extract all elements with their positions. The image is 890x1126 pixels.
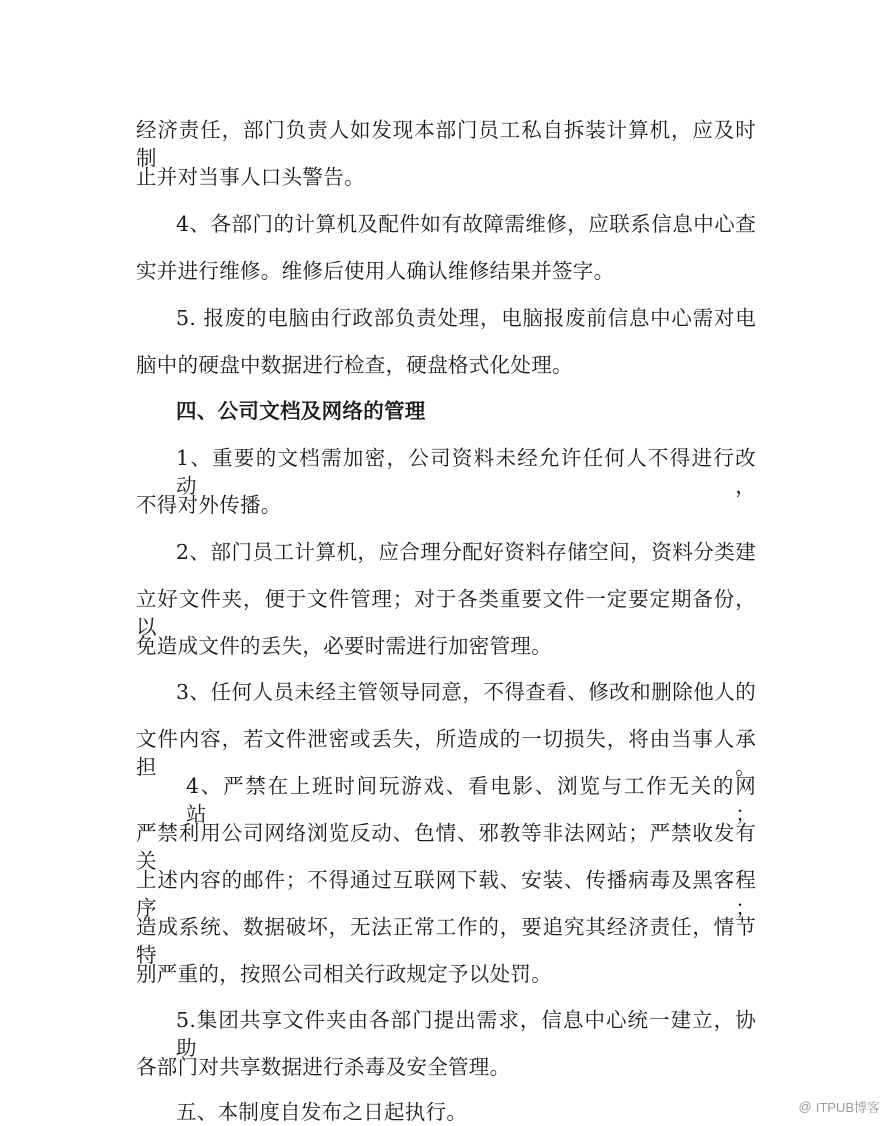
paragraph-line: 五、本制度自发布之日起执行。 (176, 1100, 468, 1124)
paragraph-line: 4、严禁在上班时间玩游戏、看电影、浏览与工作无关的网站； (186, 774, 756, 826)
at-icon: @ (798, 1099, 812, 1114)
paragraph-line: 立好文件夹，便于文件管理；对于各类重要文件一定要定期备份，以 (136, 587, 756, 639)
paragraph-line: 2、部门员工计算机，应合理分配好资料存储空间，资料分类建 (176, 540, 756, 564)
watermark-text: ITPUB博客 (815, 1100, 880, 1115)
section-heading: 四、公司文档及网络的管理 (176, 399, 426, 423)
paragraph-line: 1、重要的文档需加密，公司资料未经允许任何人不得进行改动， (176, 446, 756, 498)
paragraph-line: 脑中的硬盘中数据进行检查，硬盘格式化处理。 (136, 353, 573, 377)
paragraph-line: 5.集团共享文件夹由各部门提出需求，信息中心统一建立，协助 (176, 1008, 756, 1060)
paragraph-line: 造成系统、数据破坏，无法正常工作的，要追究其经济责任，情节特 (136, 915, 756, 967)
paragraph-line: 各部门对共享数据进行杀毒及安全管理。 (136, 1055, 511, 1079)
paragraph-line: 4、各部门的计算机及配件如有故障需维修，应联系信息中心查 (176, 212, 756, 236)
paragraph-line: 别严重的，按照公司相关行政规定予以处罚。 (136, 962, 552, 986)
paragraph-line: 5. 报废的电脑由行政部负责处理，电脑报废前信息中心需对电 (176, 306, 756, 330)
paragraph-line: 上述内容的邮件；不得通过互联网下载、安装、传播病毒及黑客程序； (136, 868, 756, 920)
paragraph-line: 严禁利用公司网络浏览反动、色情、邪教等非法网站；严禁收发有关 (136, 821, 756, 873)
paragraph-line: 文件内容，若文件泄密或丢失，所造成的一切损失，将由当事人承担。 (136, 727, 756, 779)
paragraph-line: 免造成文件的丢失，必要时需进行加密管理。 (136, 634, 552, 658)
paragraph-line: 止并对当事人口头警告。 (136, 165, 365, 189)
paragraph-line: 经济责任，部门负责人如发现本部门员工私自拆装计算机，应及时制 (136, 118, 756, 170)
paragraph-line: 不得对外传播。 (136, 493, 282, 517)
watermark (799, 1097, 881, 1116)
paragraph-line: 实并进行维修。维修后使用人确认维修结果并签字。 (136, 259, 615, 283)
paragraph-line: 3、任何人员未经主管领导同意，不得查看、修改和删除他人的 (176, 680, 756, 704)
